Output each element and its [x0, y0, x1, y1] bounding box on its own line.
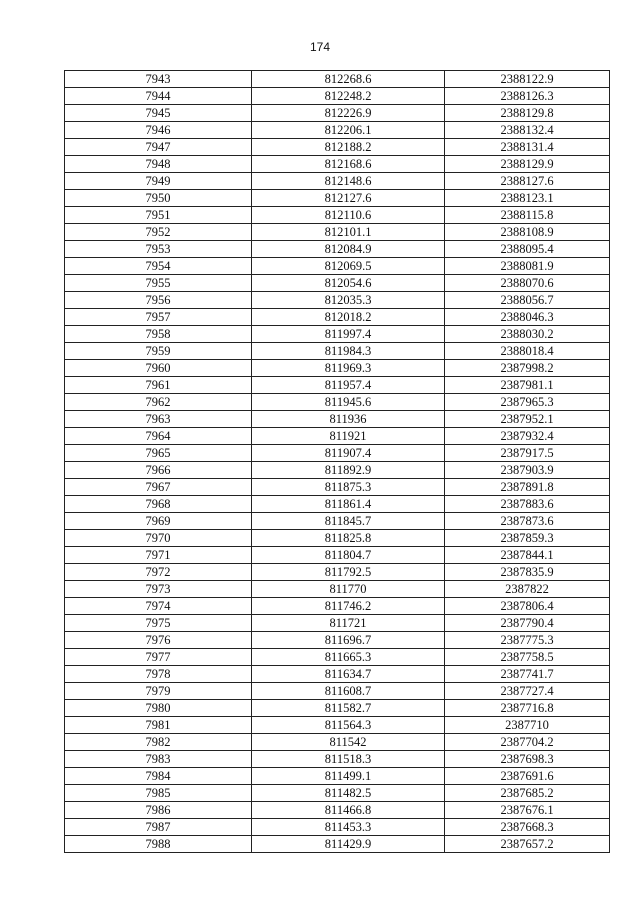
x-coordinate-cell: 812084.9 [252, 241, 445, 258]
x-coordinate-cell: 811921 [252, 428, 445, 445]
y-coordinate-cell: 2387891.8 [445, 479, 610, 496]
table-row [65, 156, 610, 173]
y-coordinate-cell: 2388081.9 [445, 258, 610, 275]
x-coordinate-cell: 812054.6 [252, 275, 445, 292]
x-coordinate-cell: 811429.9 [252, 836, 445, 853]
table-row [65, 190, 610, 207]
y-coordinate-cell: 2388108.9 [445, 224, 610, 241]
x-coordinate-cell: 811825.8 [252, 530, 445, 547]
point-number-cell: 7971 [65, 547, 252, 564]
x-coordinate-cell: 811721 [252, 615, 445, 632]
point-number-cell: 7969 [65, 513, 252, 530]
point-number-cell: 7988 [65, 836, 252, 853]
table-row [65, 428, 610, 445]
table-row [65, 360, 610, 377]
point-number-cell: 7979 [65, 683, 252, 700]
table-row [65, 394, 610, 411]
y-coordinate-cell: 2388129.9 [445, 156, 610, 173]
y-coordinate-cell: 2388127.6 [445, 173, 610, 190]
point-number-cell: 7985 [65, 785, 252, 802]
x-coordinate-cell: 811957.4 [252, 377, 445, 394]
point-number-cell: 7951 [65, 207, 252, 224]
point-number-cell: 7956 [65, 292, 252, 309]
x-coordinate-cell: 812206.1 [252, 122, 445, 139]
y-coordinate-cell: 2388018.4 [445, 343, 610, 360]
x-coordinate-cell: 811582.7 [252, 700, 445, 717]
table-row [65, 241, 610, 258]
x-coordinate-cell: 811936 [252, 411, 445, 428]
y-coordinate-cell: 2388030.2 [445, 326, 610, 343]
point-number-cell: 7981 [65, 717, 252, 734]
x-coordinate-cell: 812148.6 [252, 173, 445, 190]
x-coordinate-cell: 811997.4 [252, 326, 445, 343]
table-row [65, 496, 610, 513]
table-row [65, 88, 610, 105]
y-coordinate-cell: 2387883.6 [445, 496, 610, 513]
point-number-cell: 7954 [65, 258, 252, 275]
point-number-cell: 7960 [65, 360, 252, 377]
y-coordinate-cell: 2387903.9 [445, 462, 610, 479]
point-number-cell: 7959 [65, 343, 252, 360]
coordinates-table [64, 70, 610, 853]
point-number-cell: 7972 [65, 564, 252, 581]
x-coordinate-cell: 811634.7 [252, 666, 445, 683]
y-coordinate-cell: 2387676.1 [445, 802, 610, 819]
x-coordinate-cell: 812168.6 [252, 156, 445, 173]
table-row [65, 513, 610, 530]
x-coordinate-cell: 811845.7 [252, 513, 445, 530]
table-row [65, 666, 610, 683]
table-row [65, 632, 610, 649]
table-row [65, 700, 610, 717]
point-number-cell: 7944 [65, 88, 252, 105]
x-coordinate-cell: 811482.5 [252, 785, 445, 802]
table-row [65, 224, 610, 241]
y-coordinate-cell: 2387873.6 [445, 513, 610, 530]
table-row [65, 309, 610, 326]
x-coordinate-cell: 811518.3 [252, 751, 445, 768]
point-number-cell: 7982 [65, 734, 252, 751]
y-coordinate-cell: 2388123.1 [445, 190, 610, 207]
x-coordinate-cell: 811746.2 [252, 598, 445, 615]
x-coordinate-cell: 811542 [252, 734, 445, 751]
table-row [65, 343, 610, 360]
x-coordinate-cell: 812035.3 [252, 292, 445, 309]
table-row [65, 734, 610, 751]
y-coordinate-cell: 2387965.3 [445, 394, 610, 411]
y-coordinate-cell: 2388056.7 [445, 292, 610, 309]
table-row [65, 479, 610, 496]
point-number-cell: 7978 [65, 666, 252, 683]
point-number-cell: 7977 [65, 649, 252, 666]
point-number-cell: 7949 [65, 173, 252, 190]
table-row [65, 462, 610, 479]
y-coordinate-cell: 2387704.2 [445, 734, 610, 751]
point-number-cell: 7962 [65, 394, 252, 411]
y-coordinate-cell: 2387932.4 [445, 428, 610, 445]
point-number-cell: 7967 [65, 479, 252, 496]
x-coordinate-cell: 812226.9 [252, 105, 445, 122]
point-number-cell: 7980 [65, 700, 252, 717]
point-number-cell: 7986 [65, 802, 252, 819]
y-coordinate-cell: 2387741.7 [445, 666, 610, 683]
table-row [65, 768, 610, 785]
table-row [65, 71, 610, 88]
table-row [65, 547, 610, 564]
x-coordinate-cell: 812188.2 [252, 139, 445, 156]
y-coordinate-cell: 2387822 [445, 581, 610, 598]
table-row [65, 717, 610, 734]
y-coordinate-cell: 2387668.3 [445, 819, 610, 836]
point-number-cell: 7966 [65, 462, 252, 479]
y-coordinate-cell: 2388115.8 [445, 207, 610, 224]
y-coordinate-cell: 2387998.2 [445, 360, 610, 377]
table-row [65, 275, 610, 292]
x-coordinate-cell: 811861.4 [252, 496, 445, 513]
table-row [65, 836, 610, 853]
y-coordinate-cell: 2387758.5 [445, 649, 610, 666]
point-number-cell: 7950 [65, 190, 252, 207]
point-number-cell: 7957 [65, 309, 252, 326]
table-row [65, 598, 610, 615]
table-row [65, 122, 610, 139]
x-coordinate-cell: 811892.9 [252, 462, 445, 479]
table-row [65, 530, 610, 547]
y-coordinate-cell: 2388122.9 [445, 71, 610, 88]
table-row [65, 411, 610, 428]
x-coordinate-cell: 811466.8 [252, 802, 445, 819]
x-coordinate-cell: 812127.6 [252, 190, 445, 207]
point-number-cell: 7984 [65, 768, 252, 785]
x-coordinate-cell: 811875.3 [252, 479, 445, 496]
table-row [65, 819, 610, 836]
point-number-cell: 7987 [65, 819, 252, 836]
x-coordinate-cell: 811564.3 [252, 717, 445, 734]
y-coordinate-cell: 2387716.8 [445, 700, 610, 717]
point-number-cell: 7952 [65, 224, 252, 241]
table-row [65, 139, 610, 156]
x-coordinate-cell: 811945.6 [252, 394, 445, 411]
y-coordinate-cell: 2387775.3 [445, 632, 610, 649]
x-coordinate-cell: 811984.3 [252, 343, 445, 360]
point-number-cell: 7975 [65, 615, 252, 632]
y-coordinate-cell: 2387844.1 [445, 547, 610, 564]
x-coordinate-cell: 811608.7 [252, 683, 445, 700]
table-row [65, 683, 610, 700]
point-number-cell: 7963 [65, 411, 252, 428]
y-coordinate-cell: 2387859.3 [445, 530, 610, 547]
x-coordinate-cell: 811453.3 [252, 819, 445, 836]
point-number-cell: 7964 [65, 428, 252, 445]
x-coordinate-cell: 811969.3 [252, 360, 445, 377]
table-row [65, 751, 610, 768]
point-number-cell: 7945 [65, 105, 252, 122]
point-number-cell: 7946 [65, 122, 252, 139]
y-coordinate-cell: 2387698.3 [445, 751, 610, 768]
table-row [65, 326, 610, 343]
point-number-cell: 7983 [65, 751, 252, 768]
table-row [65, 173, 610, 190]
point-number-cell: 7970 [65, 530, 252, 547]
page-number: 174 [309, 40, 331, 54]
table-row [65, 258, 610, 275]
y-coordinate-cell: 2387952.1 [445, 411, 610, 428]
table-row [65, 581, 610, 598]
y-coordinate-cell: 2387981.1 [445, 377, 610, 394]
point-number-cell: 7974 [65, 598, 252, 615]
table-row [65, 785, 610, 802]
y-coordinate-cell: 2387727.4 [445, 683, 610, 700]
x-coordinate-cell: 812069.5 [252, 258, 445, 275]
point-number-cell: 7973 [65, 581, 252, 598]
y-coordinate-cell: 2387835.9 [445, 564, 610, 581]
point-number-cell: 7943 [65, 71, 252, 88]
table-row [65, 292, 610, 309]
y-coordinate-cell: 2388132.4 [445, 122, 610, 139]
y-coordinate-cell: 2388070.6 [445, 275, 610, 292]
table-row [65, 207, 610, 224]
coordinates-table-body [65, 71, 610, 853]
x-coordinate-cell: 811804.7 [252, 547, 445, 564]
table-row [65, 564, 610, 581]
table-row [65, 105, 610, 122]
x-coordinate-cell: 812018.2 [252, 309, 445, 326]
y-coordinate-cell: 2388126.3 [445, 88, 610, 105]
y-coordinate-cell: 2387806.4 [445, 598, 610, 615]
y-coordinate-cell: 2388129.8 [445, 105, 610, 122]
point-number-cell: 7953 [65, 241, 252, 258]
x-coordinate-cell: 811792.5 [252, 564, 445, 581]
x-coordinate-cell: 811696.7 [252, 632, 445, 649]
point-number-cell: 7958 [65, 326, 252, 343]
y-coordinate-cell: 2387790.4 [445, 615, 610, 632]
y-coordinate-cell: 2387917.5 [445, 445, 610, 462]
point-number-cell: 7976 [65, 632, 252, 649]
point-number-cell: 7961 [65, 377, 252, 394]
point-number-cell: 7947 [65, 139, 252, 156]
x-coordinate-cell: 812110.6 [252, 207, 445, 224]
x-coordinate-cell: 812248.2 [252, 88, 445, 105]
point-number-cell: 7965 [65, 445, 252, 462]
y-coordinate-cell: 2388046.3 [445, 309, 610, 326]
y-coordinate-cell: 2387691.6 [445, 768, 610, 785]
table-row [65, 445, 610, 462]
x-coordinate-cell: 812101.1 [252, 224, 445, 241]
x-coordinate-cell: 811770 [252, 581, 445, 598]
y-coordinate-cell: 2387657.2 [445, 836, 610, 853]
point-number-cell: 7948 [65, 156, 252, 173]
table-row [65, 802, 610, 819]
point-number-cell: 7955 [65, 275, 252, 292]
y-coordinate-cell: 2388131.4 [445, 139, 610, 156]
y-coordinate-cell: 2388095.4 [445, 241, 610, 258]
y-coordinate-cell: 2387685.2 [445, 785, 610, 802]
x-coordinate-cell: 811907.4 [252, 445, 445, 462]
point-number-cell: 7968 [65, 496, 252, 513]
x-coordinate-cell: 811499.1 [252, 768, 445, 785]
x-coordinate-cell: 812268.6 [252, 71, 445, 88]
y-coordinate-cell: 2387710 [445, 717, 610, 734]
table-row [65, 377, 610, 394]
x-coordinate-cell: 811665.3 [252, 649, 445, 666]
table-row [65, 615, 610, 632]
table-row [65, 649, 610, 666]
